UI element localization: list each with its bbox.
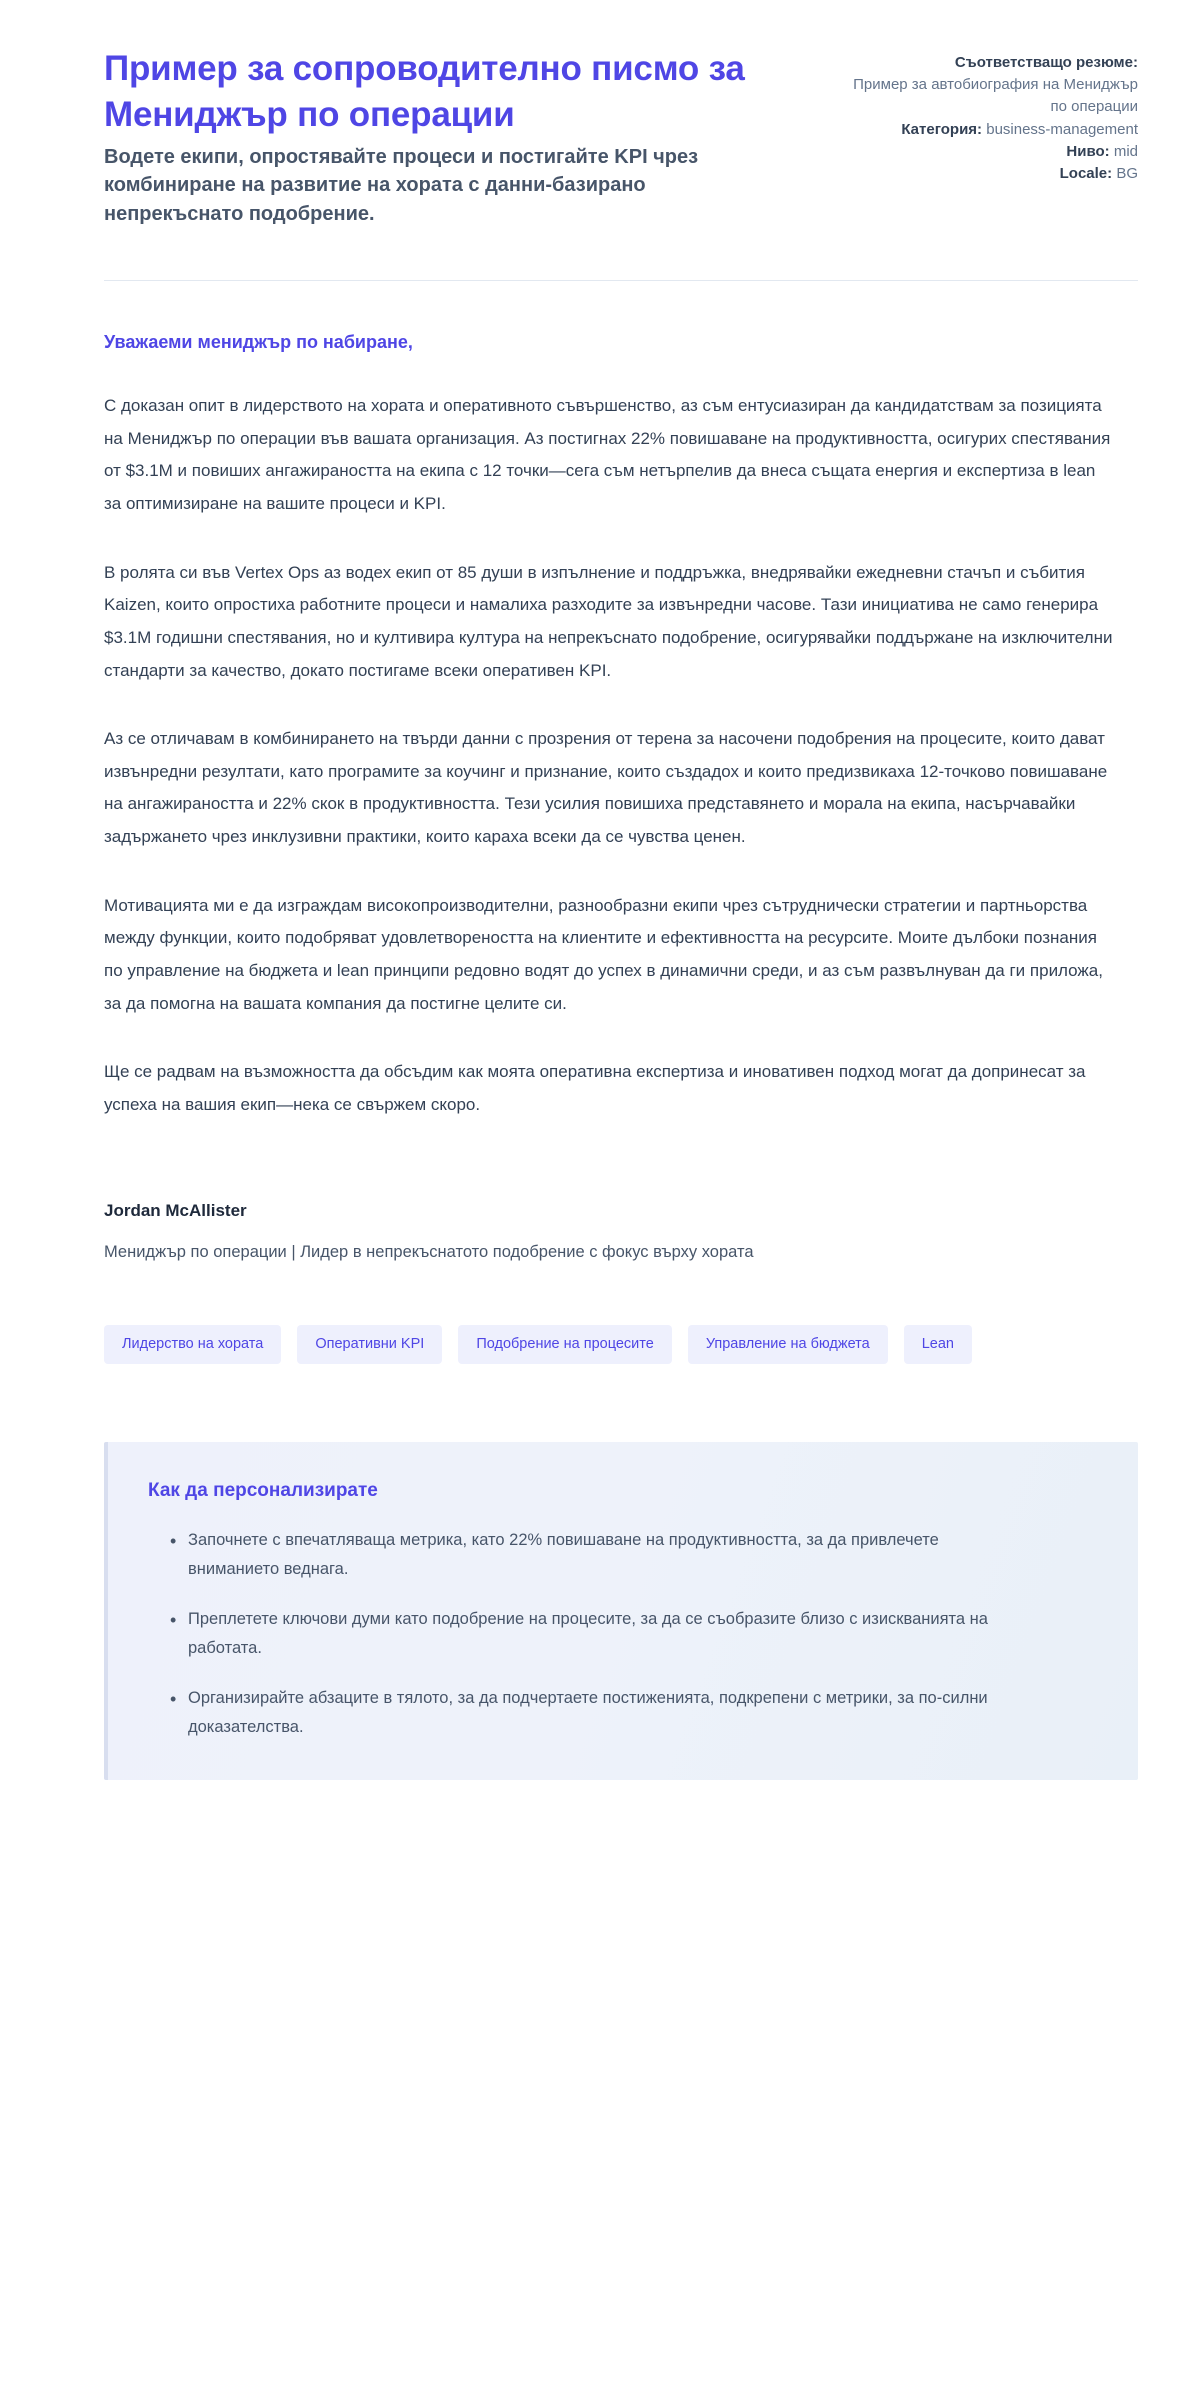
meta-category [838, 119, 1138, 141]
letter-paragraph: Ще се радвам на възможността да обсъдим как моята оперативна експертиза и иновативен подход могат да допринесат за успеха на вашия екип—нека се свържем скоро. [104, 1062, 1086, 1114]
tag-chip[interactable]: Подобрение на процесите [458, 1325, 672, 1364]
meta-locale-label: Locale: [1059, 164, 1113, 182]
callout-tip-item: • Преплетете ключови думи като подобрение на процесите, за да се съобразите близо с изискванията на работата. [170, 1605, 1030, 1664]
document-metadata [838, 46, 1138, 185]
letter-paragraph: В ролята си във Vertex Ops аз водех екип от 85 души в изпълнение и поддръжка, внедрявайки ежедневни стачъп и събития Kaizen, които опростиха работните процеси и намалиха разходите за извънредни часове. Тази инициатива не само генерира $3.1M годишни спестявания, но и култивира култура на непрекъснато подобрение, осигурявайки поддържане на изключителни стандарти за качество, докато постигаме всеки оперативен KPI. [104, 562, 1113, 680]
signature-block [104, 1197, 1138, 1265]
meta-matching-resume-label: Съответстващо резюме: [954, 54, 1138, 71]
letter-paragraph: С доказан опит в лидерството на хората и оперативното съвършенство, аз съм ентусиазиран да кандидатствам за позицията на Мениджър по операции във вашата организация. Аз постигнах 22% повишаване на продуктивността, осигурих спестявания от $3.1M и повиших ангажираността на екипа с 12 точки—сега съм нетърпелив да внеса същата енергия и експертиза в lean за оптимизиране на вашите процеси и KPI. [104, 396, 1111, 514]
signature-role: Мениджър по операции | Лидер в непрекъснатото подобрение с фокус върху хората [104, 1242, 754, 1261]
customization-callout [104, 1442, 1138, 1781]
meta-level-label: Ниво: [1066, 142, 1110, 160]
callout-tip-list [148, 1526, 1094, 1742]
meta-level-value: mid [1113, 142, 1138, 160]
page-subtitle: Водете екипи, опростявайте процеси и постигайте KPI чрез комбиниране на развитие на хората с данни-базирано непрекъснато подобрение. [104, 146, 699, 225]
callout-title: Как да персонализирате [148, 1479, 378, 1501]
meta-level [838, 141, 1138, 163]
document-header [104, 46, 1138, 228]
meta-category-value: business-management [986, 120, 1138, 138]
meta-locale-value: BG [1116, 164, 1138, 182]
callout-tip-item: • Започнете с впечатляваща метрика, като 22% повишаване на продуктивността, за да привлечете вниманието веднага. [170, 1526, 1030, 1585]
signature-name: Jordan McAllister [104, 1201, 247, 1221]
meta-matching-resume-value-row [838, 74, 1138, 118]
tag-list [104, 1325, 1104, 1364]
callout-tip-item: • Организирайте абзаците в тялото, за да подчертаете постиженията, подкрепени с метрики, за по-силни доказателства. [170, 1684, 1030, 1743]
meta-category-label: Категория: [901, 120, 983, 138]
letter-salutation: Уважаеми мениджър по набиране, [104, 332, 413, 353]
meta-locale [838, 163, 1138, 185]
tag-chip[interactable]: Лидерство на хората [104, 1325, 281, 1364]
page-title: Пример за сопроводително писмо за Мениджър по операции [104, 49, 745, 134]
tag-chip[interactable]: Управление на бюджета [688, 1325, 888, 1364]
tag-chip[interactable]: Оперативни KPI [297, 1325, 442, 1364]
letter-paragraph: Мотивацията ми е да изграждам високопроизводителни, разнообразни екипи чрез сътруднически стратегии и партньорства между функции, които подобряват удовлетвореността на клиентите и ефективността на ресурсите. Моите дълбоки познания по управление на бюджета и lean принципи редовно водят до успех в динамични среди, и аз съм развълнуван да ги приложа, за да помогна на вашата компания да постигне целите си. [104, 895, 1103, 1013]
tag-chip[interactable]: Lean [904, 1325, 972, 1364]
meta-matching-resume-value: Пример за автобиография на Мениджър по операции [853, 76, 1138, 116]
letter-paragraph: Аз се отличавам в комбинирането на твърди данни с прозрения от терена за насочени подобрения на процесите, които дават извънредни резултати, като програмите за коучинг и признание, които създадох и които предизвикаха 12-точково повишаване на ангажираността и 22% скок в продуктивността. Тези усилия повишиха представянето и морала на екипа, насърчавайки задържането чрез инклузивни практики, които караха всеки да се чувства ценен. [104, 729, 1108, 847]
header-title-block [104, 46, 764, 228]
cover-letter-body [104, 281, 1138, 1121]
meta-matching-resume [838, 52, 1138, 74]
